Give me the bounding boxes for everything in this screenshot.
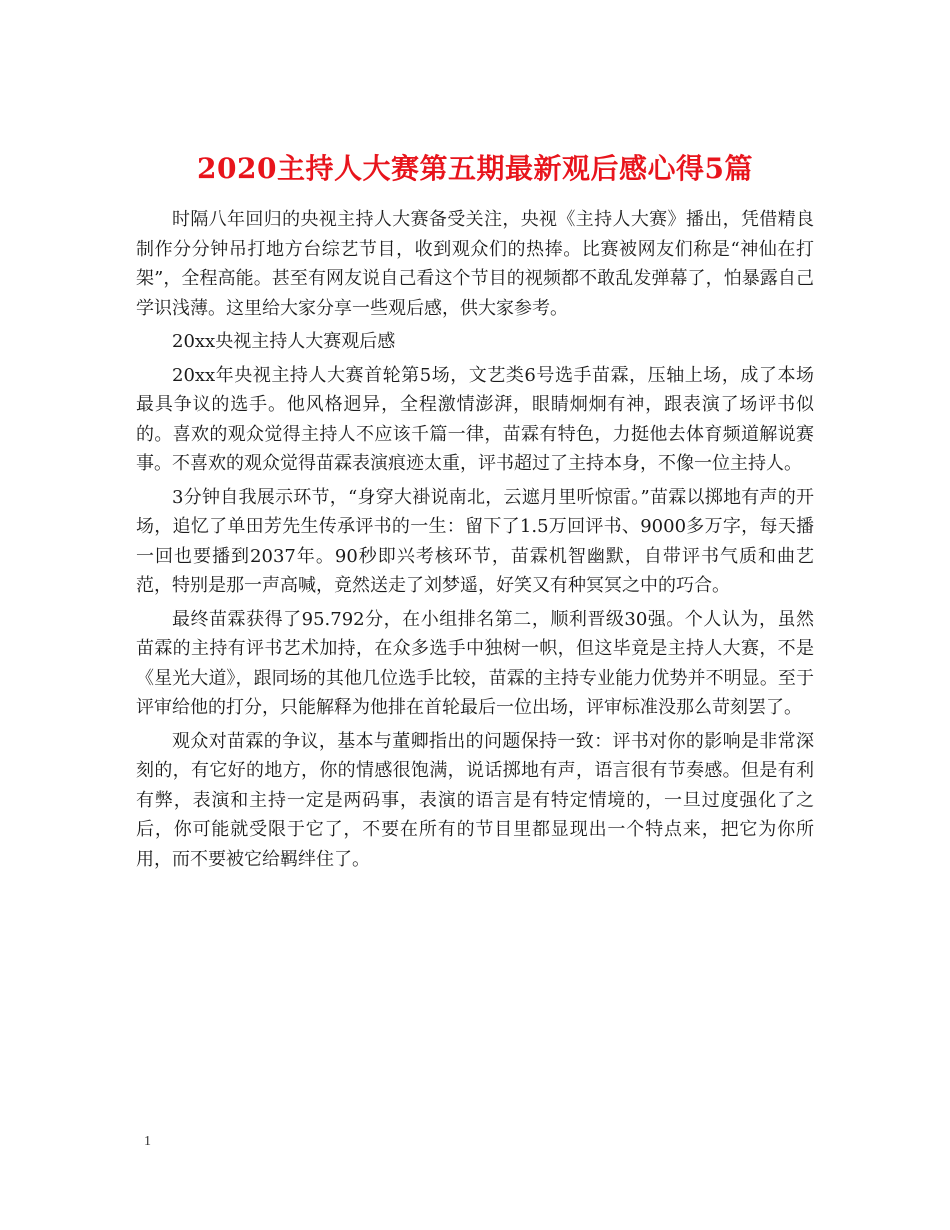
paragraph: 最终苗霖获得了95.792分，在小组排名第二，顺利晋级30强。个人认为，虽然苗霖的主持有评书艺术加持，在众多选手中独树一帜，但这毕竟是主持人大赛，不是《星光大道》，跟同场的其他几位选手比较，苗霖的主持专业能力优势并不明显。至于评审给他的打分，只能解释为他排在首轮最后一位出场，评审标准没那么苛刻罢了。	[136, 608, 814, 718]
section-heading: 20xx央视主持人大赛观后感	[172, 331, 396, 352]
paragraph: 20xx年央视主持人大赛首轮第5场，文艺类6号选手苗霖，压轴上场，成了本场最具争议的选手。他风格迥异，全程激情澎湃，眼睛炯炯有神，跟表演了场评书似的。喜欢的观众觉得主持人不应该千篇一律，苗霖有特色，力挺他去体育频道解说赛事。不喜欢的观众觉得苗霖表演痕迹太重，评书超过了主持本身，不像一位主持人。	[136, 364, 814, 474]
document-title: 2020主持人大赛第五期最新观后感心得5篇	[197, 151, 753, 185]
paragraph: 观众对苗霖的争议，基本与董卿指出的问题保持一致：评书对你的影响是非常深刻的，有它好的地方，你的情感很饱满，说话掷地有声，语言很有节奏感。但是有利有弊，表演和主持一定是两码事，表演的语言是有特定情境的，一旦过度强化了之后，你可能就受限于它了，不要在所有的节目里都显现出一个特点来，把它为你所用，而不要被它给羁绊住了。	[136, 730, 814, 870]
document-body	[136, 205, 814, 878]
page-number: 1	[144, 1134, 151, 1149]
paragraph-intro: 时隔八年回归的央视主持人大赛备受关注，央视《主持人大赛》播出，凭借精良制作分分钟吊打地方台综艺节目，收到观众们的热捧。比赛被网友们称是“神仙在打架”，全程高能。甚至有网友说自己看这个节目的视频都不敢乱发弹幕了，怕暴露自己学识浅薄。这里给大家分享一些观后感，供大家参考。	[136, 209, 814, 319]
paragraph: 3分钟自我展示环节，“身穿大褂说南北，云遮月里听惊雷。”苗霖以掷地有声的开场，追忆了单田芳先生传承评书的一生：留下了1.5万回评书、9000多万字，每天播一回也要播到2037年。90秒即兴考核环节，苗霖机智幽默，自带评书气质和曲艺范，特别是那一声高喊，竟然送走了刘梦遥，好笑又有种冥冥之中的巧合。	[136, 486, 814, 596]
